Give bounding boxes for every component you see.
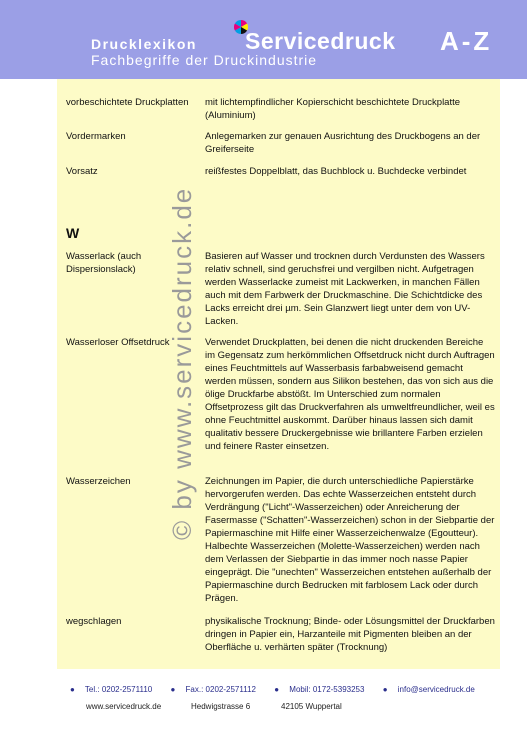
bullet-icon: ● — [70, 685, 75, 694]
footer-street: Hedwigstrasse 6 — [191, 702, 251, 711]
header-subtitle: Fachbegriffe der Druckindustrie — [91, 52, 318, 68]
entry-definition: Basieren auf Wasser und trocknen durch Verdunsten des Wassers relativ schnell, sind geruchsfrei und vergilben nicht. Aufgetragen werden Wasserlacke zumeist mit Lackwerken, in manchen Fällen auch mit dem Farbwerk der Druckmaschine. Die Schichtdicke des Lacks erreicht drei µm. Sein Glanzwert liegt unter dem von UV-Lacken. — [205, 251, 485, 327]
footer-contact-line — [70, 685, 491, 694]
entry-term: Vordermarken — [66, 131, 126, 142]
entry-term: Wasserloser Offsetdruck — [66, 337, 170, 348]
footer-mobile: Mobil: 0172-5393253 — [289, 685, 365, 694]
entry-definition: Zeichnungen im Papier, die durch unterschiedliche Papierstärke hervorgerufen werden. Das echte Wasserzeichen entsteht durch Verdrängung ("Licht"-Wasserzeichen) oder Anreicherung der Fasermasse ("Schatten"-Wasserzeichen) schon in der Siebpartie der Papiermaschine mit Hilfe einer Wasserzeichenwalze (Egoutteur). Halbechte Wasserzeichen (Molette-Wasserzeichen) werden nach dem Verlassen der Siebpartie in das immer noch nasse Papier eingeprägt. Die "unechten" Wasserzeichen entstehen außerhalb der Papiermaschine durch Bedrucken mit farblosem Lack oder durch Prägen. — [205, 476, 495, 604]
entry-definition: mit lichtempfindlicher Kopierschicht beschichtete Druckplatte (Aluminium) — [205, 97, 461, 121]
brand-name: Servicedruck — [245, 28, 396, 54]
copyright-watermark: © by www.servicedruck.de — [167, 186, 197, 540]
footer-email[interactable]: info@servicedruck.de — [397, 685, 475, 694]
bullet-icon: ● — [274, 685, 280, 694]
bullet-icon: ● — [170, 685, 176, 694]
alphabet-label: A-Z — [440, 26, 493, 56]
entry-term: Vorsatz — [66, 166, 98, 177]
entry-term: Wasserlack (auch Dispersionslack) — [66, 251, 142, 275]
footer-phone: Tel.: 0202-2571110 — [84, 685, 153, 694]
entry-definition: Verwendet Druckplatten, bei denen die nicht druckenden Bereiche im Gegensatz zum herkömmlichen Offsetdruck nicht durch Auftragen eines Feuchtmittels auf Wasserbasis farbabweisend gemacht werden müssen, sondern aus Silikon bestehen, das von sich aus die ölige Druckfarbe abstößt. Im Unterschied zum normalen Offsetprozess gilt das Druckverfahren als umweltfreundlicher, weil es ohne Feuchtmittel auskommt. Darüber hinaus lassen sich damit qualitativ bessere Druckergebnisse wie brillantere Farben erzielen und feinere Raster einsetzen. — [205, 337, 495, 452]
entry-term: Wasserzeichen — [66, 476, 131, 487]
footer-city: 42105 Wuppertal — [281, 702, 342, 711]
section-letter: W — [66, 225, 80, 241]
footer-fax: Fax.: 0202-2571112 — [185, 685, 256, 694]
header-title: Drucklexikon — [91, 36, 197, 52]
entry-definition: Anlegemarken zur genauen Ausrichtung des Druckbogens an der Greiferseite — [205, 131, 481, 155]
entry-term: wegschlagen — [66, 616, 122, 627]
header-banner — [0, 0, 527, 79]
footer-website[interactable]: www.servicedruck.de — [86, 702, 162, 711]
entry-definition: physikalische Trocknung; Binde- oder Lösungsmittel der Druckfarben dringen in Papier ein, Harzanteile mit Pigmenten bleiben an der Oberfläche u. verhärten später (Trocknung) — [205, 616, 495, 653]
entry-term: vorbeschichtete Druckplatten — [66, 97, 189, 108]
entry-definition: reißfestes Doppelblatt, das Buchblock u. Buchdecke verbindet — [205, 166, 467, 177]
bullet-icon: ● — [382, 685, 388, 694]
